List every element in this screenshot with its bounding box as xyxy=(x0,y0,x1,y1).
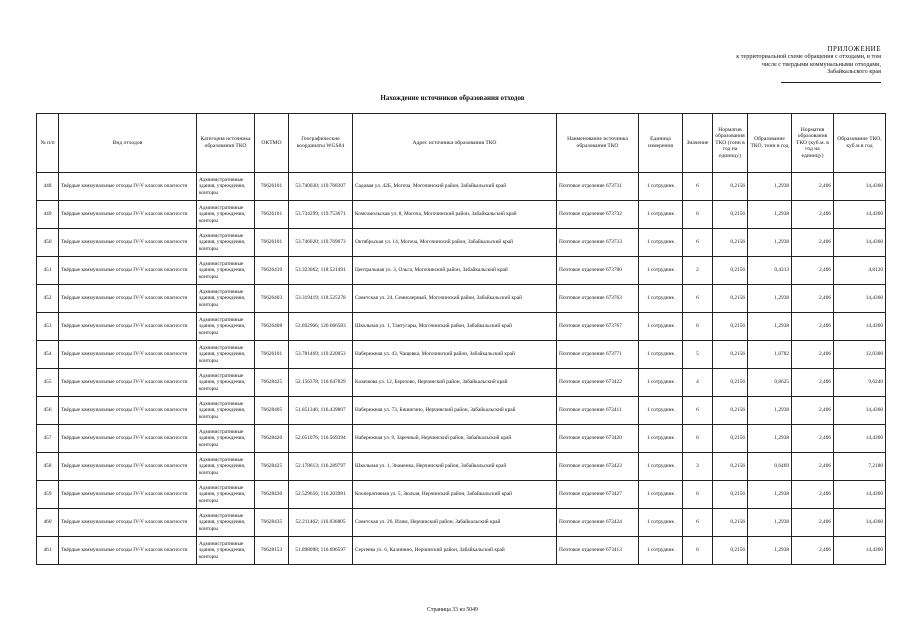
oktmo-cell: 76626408 xyxy=(255,313,289,341)
oktmo-cell: 76628420 xyxy=(255,425,289,453)
norm-tons-cell: 0,2156 xyxy=(713,509,748,537)
source-name-cell: Почтовое отделение 673732 xyxy=(557,201,639,229)
waste-type-cell: Твёрдые коммунальные отходы IV-V классов опасности xyxy=(59,313,197,341)
appendix-line: числе с твердыми коммунальными отходами, xyxy=(761,60,881,68)
row-number-cell: 461 xyxy=(37,537,59,565)
source-name-cell: Почтовое отделение 673427 xyxy=(557,481,639,509)
unit-cell: 1 сотрудник xyxy=(639,397,683,425)
source-name-cell: Почтовое отделение 673424 xyxy=(557,509,639,537)
source-category-cell: Административные здания, учреждения, конторы xyxy=(197,285,255,313)
source-category-cell: Административные здания, учреждения, конторы xyxy=(197,397,255,425)
column-header: Вид отходов xyxy=(59,114,197,173)
oktmo-cell: 76626101 xyxy=(255,341,289,369)
unit-cell: 1 сотрудник xyxy=(639,425,683,453)
address-cell: Набережная ул. 43, Чащевка, Могочинский район, Забайкальский край xyxy=(353,341,557,369)
source-category-cell: Административные здания, учреждения, конторы xyxy=(197,229,255,257)
address-cell: Школьная ул. 1, Знаменка, Нерчинский район, Забайкальский край xyxy=(353,453,557,481)
norm-cubic-cell: 2,406 xyxy=(792,229,834,257)
coordinates-cell: 53.323062; 118.521491 xyxy=(289,257,353,285)
tons-per-year-cell: 1,2938 xyxy=(748,201,792,229)
column-header: Наименование источника образования ТКО xyxy=(557,114,639,173)
column-header: Единица измерения xyxy=(639,114,683,173)
value-cell: 6 xyxy=(683,313,713,341)
value-cell: 6 xyxy=(683,201,713,229)
source-category-cell: Административные здания, учреждения, конторы xyxy=(197,509,255,537)
source-category-cell: Административные здания, учреждения, конторы xyxy=(197,453,255,481)
address-cell: Комсомольская ул. 8, Могоча, Могочинский район, Забайкальский край xyxy=(353,201,557,229)
source-name-cell: Почтовое отделение 673780 xyxy=(557,257,639,285)
document-title: Нахождение источников образования отходов xyxy=(380,94,525,102)
norm-cubic-cell: 2,406 xyxy=(792,257,834,285)
address-cell: Сергеева ул. 6, Калинино, Нерчинский район, Забайкальский край xyxy=(353,537,557,565)
unit-cell: 1 сотрудник xyxy=(639,453,683,481)
value-cell: 6 xyxy=(683,173,713,201)
waste-type-cell: Твёрдые коммунальные отходы IV-V классов опасности xyxy=(59,481,197,509)
source-name-cell: Почтовое отделение 673767 xyxy=(557,313,639,341)
source-name-cell: Почтовое отделение 673411 xyxy=(557,397,639,425)
column-header: № п/п xyxy=(37,114,59,173)
norm-tons-cell: 0,2156 xyxy=(713,341,748,369)
source-category-cell: Административные здания, учреждения, конторы xyxy=(197,257,255,285)
unit-cell: 1 сотрудник xyxy=(639,369,683,397)
tons-per-year-cell: 0,6469 xyxy=(748,453,792,481)
column-header: ОКТМО xyxy=(255,114,289,173)
norm-tons-cell: 0,2156 xyxy=(713,397,748,425)
table-row xyxy=(37,509,886,537)
coordinates-cell: 52.051076; 116.569394 xyxy=(289,425,353,453)
appendix-line: Забайкальского края xyxy=(827,68,881,76)
row-number-cell: 452 xyxy=(37,285,59,313)
waste-type-cell: Твёрдые коммунальные отходы IV-V классов опасности xyxy=(59,537,197,565)
coordinates-cell: 52.529656; 116.203981 xyxy=(289,481,353,509)
row-number-cell: 460 xyxy=(37,509,59,537)
cubic-per-year-cell: 14,4360 xyxy=(834,313,886,341)
row-number-cell: 451 xyxy=(37,257,59,285)
oktmo-cell: 76628430 xyxy=(255,481,289,509)
norm-cubic-cell: 2,406 xyxy=(792,341,834,369)
norm-tons-cell: 0,2156 xyxy=(713,369,748,397)
source-category-cell: Административные здания, учреждения, конторы xyxy=(197,481,255,509)
value-cell: 3 xyxy=(683,453,713,481)
unit-cell: 1 сотрудник xyxy=(639,509,683,537)
table-row xyxy=(37,481,886,509)
row-number-cell: 455 xyxy=(37,369,59,397)
norm-cubic-cell: 2,406 xyxy=(792,453,834,481)
waste-type-cell: Твёрдые коммунальные отходы IV-V классов опасности xyxy=(59,425,197,453)
norm-tons-cell: 0,2156 xyxy=(713,229,748,257)
row-number-cell: 449 xyxy=(37,201,59,229)
cubic-per-year-cell: 14,4360 xyxy=(834,481,886,509)
source-category-cell: Административные здания, учреждения, конторы xyxy=(197,425,255,453)
unit-cell: 1 сотрудник xyxy=(639,341,683,369)
unit-cell: 1 сотрудник xyxy=(639,313,683,341)
tons-per-year-cell: 1,2938 xyxy=(748,425,792,453)
column-header: Адрес источника образования ТКО xyxy=(353,114,557,173)
waste-type-cell: Твёрдые коммунальные отходы IV-V классов опасности xyxy=(59,509,197,537)
source-name-cell: Почтовое отделение 673731 xyxy=(557,173,639,201)
waste-type-cell: Твёрдые коммунальные отходы IV-V классов опасности xyxy=(59,369,197,397)
table-row xyxy=(37,201,886,229)
table-row xyxy=(37,285,886,313)
norm-tons-cell: 0,2156 xyxy=(713,173,748,201)
norm-cubic-cell: 2,406 xyxy=(792,313,834,341)
unit-cell: 1 сотрудник xyxy=(639,481,683,509)
column-header: Категория источника образования ТКО xyxy=(197,114,255,173)
norm-cubic-cell: 2,406 xyxy=(792,173,834,201)
table-row xyxy=(37,397,886,425)
coordinates-cell: 53.319419; 118.525278 xyxy=(289,285,353,313)
norm-tons-cell: 0,2156 xyxy=(713,285,748,313)
unit-cell: 1 сотрудник xyxy=(639,229,683,257)
coordinates-cell: 51.851346; 116.439807 xyxy=(289,397,353,425)
oktmo-cell: 76628425 xyxy=(255,453,289,481)
row-number-cell: 458 xyxy=(37,453,59,481)
coordinates-cell: 52.156378; 116.647829 xyxy=(289,369,353,397)
column-header: Значение xyxy=(683,114,713,173)
table-row xyxy=(37,453,886,481)
waste-type-cell: Твёрдые коммунальные отходы IV-V классов опасности xyxy=(59,397,197,425)
coordinates-cell: 53.734299; 119.753671 xyxy=(289,201,353,229)
column-header: Образование ТКО, тонн в год xyxy=(748,114,792,173)
source-name-cell: Почтовое отделение 673733 xyxy=(557,229,639,257)
tons-per-year-cell: 0,8625 xyxy=(748,369,792,397)
source-name-cell: Почтовое отделение 673413 xyxy=(557,537,639,565)
source-name-cell: Почтовое отделение 673420 xyxy=(557,425,639,453)
cubic-per-year-cell: 9,6240 xyxy=(834,369,886,397)
address-cell: Садовая ул. 42Б, Могоча, Могочинский район, Забайкальский край xyxy=(353,173,557,201)
unit-cell: 1 сотрудник xyxy=(639,537,683,565)
source-name-cell: Почтовое отделение 673422 xyxy=(557,369,639,397)
table-row xyxy=(37,313,886,341)
coordinates-cell: 51.898098; 116.696597 xyxy=(289,537,353,565)
cubic-per-year-cell: 7,2180 xyxy=(834,453,886,481)
value-cell: 6 xyxy=(683,285,713,313)
address-cell: Набережная ул. 73, Бишигино, Нерчинский район, Забайкальский край xyxy=(353,397,557,425)
cubic-per-year-cell: 14,4360 xyxy=(834,285,886,313)
address-cell: Центральная ул. 3, Ольга, Могочинский район, Забайкальский край xyxy=(353,257,557,285)
oktmo-cell: 76628405 xyxy=(255,397,289,425)
source-name-cell: Почтовое отделение 673771 xyxy=(557,341,639,369)
norm-cubic-cell: 2,406 xyxy=(792,369,834,397)
cubic-per-year-cell: 4,8120 xyxy=(834,257,886,285)
appendix-header xyxy=(671,46,881,83)
row-number-cell: 457 xyxy=(37,425,59,453)
row-number-cell: 448 xyxy=(37,173,59,201)
value-cell: 4 xyxy=(683,369,713,397)
column-header: Норматив образования ТКО (куб.м. в год на единицу) xyxy=(792,114,834,173)
norm-tons-cell: 0,2156 xyxy=(713,481,748,509)
oktmo-cell: 76628425 xyxy=(255,369,289,397)
source-category-cell: Административные здания, учреждения, конторы xyxy=(197,369,255,397)
row-number-cell: 453 xyxy=(37,313,59,341)
table-row xyxy=(37,229,886,257)
waste-type-cell: Твёрдые коммунальные отходы IV-V классов опасности xyxy=(59,285,197,313)
table-row xyxy=(37,425,886,453)
address-cell: Кооперативная ул. 5, Зюльзя, Нерчинский район, Забайкальский край xyxy=(353,481,557,509)
cubic-per-year-cell: 14,4360 xyxy=(834,173,886,201)
oktmo-cell: 76626101 xyxy=(255,201,289,229)
norm-tons-cell: 0,2156 xyxy=(713,313,748,341)
cubic-per-year-cell: 14,4360 xyxy=(834,509,886,537)
cubic-per-year-cell: 14,4360 xyxy=(834,537,886,565)
table-row xyxy=(37,257,886,285)
row-number-cell: 454 xyxy=(37,341,59,369)
cubic-per-year-cell: 12,0300 xyxy=(834,341,886,369)
oktmo-cell: 76626403 xyxy=(255,285,289,313)
table-row xyxy=(37,341,886,369)
tons-per-year-cell: 1,2938 xyxy=(748,313,792,341)
tons-per-year-cell: 1,2938 xyxy=(748,285,792,313)
value-cell: 6 xyxy=(683,481,713,509)
table-row xyxy=(37,173,886,201)
oktmo-cell: 76628435 xyxy=(255,509,289,537)
coordinates-cell: 53.781469; 119.220053 xyxy=(289,341,353,369)
tons-per-year-cell: 1,2938 xyxy=(748,509,792,537)
address-cell: Советская ул. 26, Илим, Нерчинский район, Забайкальский край xyxy=(353,509,557,537)
norm-tons-cell: 0,2156 xyxy=(713,257,748,285)
value-cell: 6 xyxy=(683,509,713,537)
norm-cubic-cell: 2,406 xyxy=(792,509,834,537)
row-number-cell: 459 xyxy=(37,481,59,509)
tons-per-year-cell: 1,2938 xyxy=(748,173,792,201)
cubic-per-year-cell: 14,4360 xyxy=(834,201,886,229)
coordinates-cell: 53.746020; 119.769673 xyxy=(289,229,353,257)
tons-per-year-cell: 1,2938 xyxy=(748,537,792,565)
column-header: Образование ТКО, куб.м.в год xyxy=(834,114,886,173)
norm-tons-cell: 0,2156 xyxy=(713,201,748,229)
source-category-cell: Административные здания, учреждения, конторы xyxy=(197,201,255,229)
waste-type-cell: Твёрдые коммунальные отходы IV-V классов опасности xyxy=(59,453,197,481)
waste-type-cell: Твёрдые коммунальные отходы IV-V классов опасности xyxy=(59,229,197,257)
norm-cubic-cell: 2,406 xyxy=(792,425,834,453)
row-number-cell: 450 xyxy=(37,229,59,257)
address-cell: Советская ул. 24, Семиозерный, Могочинский район, Забайкальский край xyxy=(353,285,557,313)
waste-type-cell: Твёрдые коммунальные отходы IV-V классов опасности xyxy=(59,201,197,229)
norm-cubic-cell: 2,406 xyxy=(792,397,834,425)
oktmo-cell: 76626101 xyxy=(255,173,289,201)
value-cell: 6 xyxy=(683,537,713,565)
cubic-per-year-cell: 14,4360 xyxy=(834,229,886,257)
value-cell: 6 xyxy=(683,397,713,425)
value-cell: 2 xyxy=(683,257,713,285)
unit-cell: 1 сотрудник xyxy=(639,201,683,229)
oktmo-cell: 76626410 xyxy=(255,257,289,285)
norm-tons-cell: 0,2156 xyxy=(713,453,748,481)
source-name-cell: Почтовое отделение 673763 xyxy=(557,285,639,313)
coordinates-cell: 52.178613; 116.289797 xyxy=(289,453,353,481)
address-cell: Школьная ул. 1, Тантугары, Могочинский район, Забайкальский край xyxy=(353,313,557,341)
tons-per-year-cell: 1,2938 xyxy=(748,229,792,257)
table-row xyxy=(37,537,886,565)
row-number-cell: 456 xyxy=(37,397,59,425)
source-category-cell: Административные здания, учреждения, конторы xyxy=(197,313,255,341)
norm-tons-cell: 0,2156 xyxy=(713,537,748,565)
address-cell: Набережная ул. 9, Заречный, Нерчинский район, Забайкальский край xyxy=(353,425,557,453)
column-header: Географические координаты WGS84 xyxy=(289,114,353,173)
norm-cubic-cell: 2,406 xyxy=(792,285,834,313)
unit-cell: 1 сотрудник xyxy=(639,285,683,313)
address-cell: Октябрьская ул. 14, Могоча, Могочинский район, Забайкальский край xyxy=(353,229,557,257)
cubic-per-year-cell: 14,4360 xyxy=(834,425,886,453)
value-cell: 5 xyxy=(683,341,713,369)
waste-sources-table xyxy=(36,113,886,565)
column-header: Норматив образования ТКО (тонн в год на единицу) xyxy=(713,114,748,173)
unit-cell: 1 сотрудник xyxy=(639,173,683,201)
coordinates-cell: 52.211462; 116.036805 xyxy=(289,509,353,537)
source-category-cell: Административные здания, учреждения, конторы xyxy=(197,537,255,565)
oktmo-cell: 76628153 xyxy=(255,537,289,565)
value-cell: 6 xyxy=(683,425,713,453)
appendix-line: к территориальной схеме обращения с отходами, в том xyxy=(736,53,881,61)
appendix-title: ПРИЛОЖЕНИЕ xyxy=(827,45,881,53)
waste-type-cell: Твёрдые коммунальные отходы IV-V классов опасности xyxy=(59,257,197,285)
norm-cubic-cell: 2,406 xyxy=(792,481,834,509)
norm-cubic-cell: 2,406 xyxy=(792,201,834,229)
appendix-rule xyxy=(781,82,881,83)
waste-type-cell: Твёрдые коммунальные отходы IV-V классов опасности xyxy=(59,173,197,201)
tons-per-year-cell: 1,0782 xyxy=(748,341,792,369)
address-cell: Казачкова ул. 12, Березово, Нерчинский район, Забайкальский край xyxy=(353,369,557,397)
coordinates-cell: 53.740030; 119.768307 xyxy=(289,173,353,201)
waste-type-cell: Твёрдые коммунальные отходы IV-V классов опасности xyxy=(59,341,197,369)
source-name-cell: Почтовое отделение 673423 xyxy=(557,453,639,481)
coordinates-cell: 53.692966; 120.066583 xyxy=(289,313,353,341)
table-row xyxy=(37,369,886,397)
norm-cubic-cell: 2,406 xyxy=(792,537,834,565)
oktmo-cell: 76626101 xyxy=(255,229,289,257)
norm-tons-cell: 0,2156 xyxy=(713,425,748,453)
tons-per-year-cell: 1,2938 xyxy=(748,481,792,509)
unit-cell: 1 сотрудник xyxy=(639,257,683,285)
source-category-cell: Административные здания, учреждения, конторы xyxy=(197,341,255,369)
cubic-per-year-cell: 14,4360 xyxy=(834,397,886,425)
page-footer: Страница 33 из 5049 xyxy=(427,607,478,613)
tons-per-year-cell: 1,2938 xyxy=(748,397,792,425)
source-category-cell: Административные здания, учреждения, конторы xyxy=(197,173,255,201)
table-header-row xyxy=(37,114,886,173)
tons-per-year-cell: 0,4313 xyxy=(748,257,792,285)
value-cell: 6 xyxy=(683,229,713,257)
